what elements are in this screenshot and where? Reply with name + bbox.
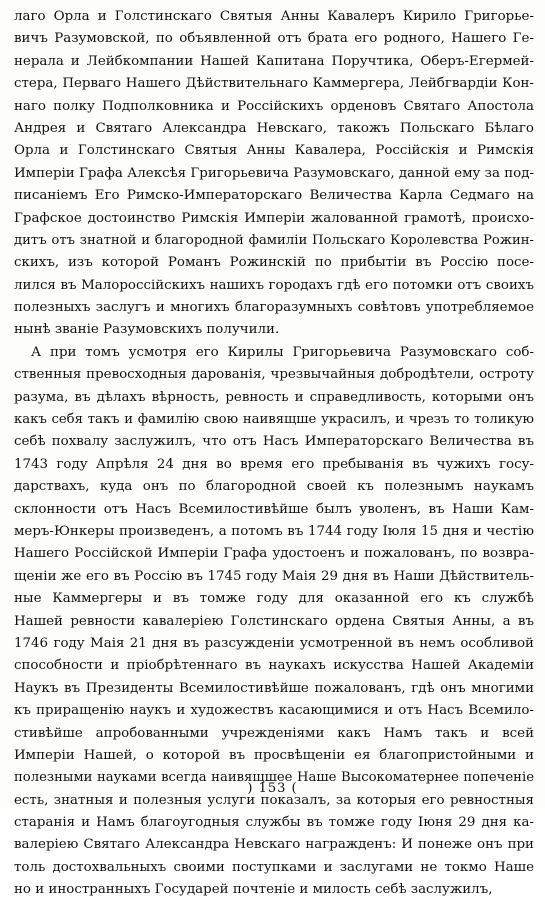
text-line: щеніи же его въ Россію въ 1745 году Маія 29 дня въ Наши Дѣйствитель- — [14, 568, 534, 584]
text-line: ственныя превосходныя дарованія, чрезвычайныя добродѣтели, остроту — [14, 367, 534, 383]
paragraph — [14, 342, 534, 902]
text-line: А при томъ усмотря его Кирилы Григорьевича Разумовскаго соб- — [31, 344, 534, 360]
text-line: дарствахъ, куда онъ по благородной своей къ полезнымъ наукамъ — [14, 479, 534, 495]
text-line: толь достохвальныхъ своими поступками и заслугами не токмо Наше — [14, 859, 534, 875]
text-line: 1743 году Апрѣля 24 дня во время его пребыванія въ чужихъ госу- — [14, 456, 534, 472]
text-line: меръ-Юнкеры произведенъ, а потомъ въ 1744 году Іюля 15 дня и честію — [14, 523, 534, 539]
text-line: Андрея и Святаго Александра Невскаго, такожъ Польскаго Бѣлаго — [14, 120, 534, 136]
text-line: лаго Орла и Голстинскаго Святыя Анны Кавалеръ Кирило Григорье- — [14, 9, 534, 24]
text-line: нынѣ званіе Разумовскихъ получили. — [14, 322, 280, 338]
text-line: скихъ, изъ которой Романъ Рожинскій по прибытіи въ Россію посе- — [14, 255, 534, 271]
text-line: Нашей ревности кавалеріею Голстинскаго ордена Святыя Анны, а въ — [14, 613, 534, 629]
text-line: но и иностранныхъ Государей почтеніе и милость себѣ заслужилъ, — [14, 882, 493, 898]
text-line: лился въ Малороссійскихъ нашихъ городахъ гдѣ его потомки отъ своихъ — [14, 277, 534, 293]
text-line: къ приращенію наукъ и художествъ касающимися и отъ Насъ Всемило- — [14, 703, 534, 719]
text-line: Графское достоинство Римскія Имперіи жалованной грамотѣ, происхо- — [14, 210, 534, 226]
text-line: Орла и Голстинскаго Святыя Анны Кавалера, Россійскія и Римскія — [14, 143, 534, 159]
text-line: вичъ Разумовской, по объявленной отъ брата его родного, Нашего Ге- — [14, 31, 534, 47]
text-line: есть, знатныя и полезныя услуги показалъ, за которыя его ревностныя — [14, 792, 534, 808]
page-number: ) 153 ( — [247, 781, 298, 796]
text-line: наго полку Подполковника и Россійскихъ орденовъ Святаго Апостола — [14, 98, 534, 114]
text-line: Имперіи Графа Алексѣя Григорьевича Разумовскаго, данной ему за под- — [14, 165, 534, 181]
text-line: старанія и Намъ благоугодныя службы въ томже году Іюня 29 дня ка- — [14, 815, 534, 831]
text-line: разума, въ дѣлахъ вѣрность, ревность и справедливость, которыми онъ — [14, 389, 534, 405]
text-line: нерала и Лейбкомпании Нашей Капитана Поручтика, Оберъ-Егермей- — [14, 53, 534, 69]
text-line: какъ себя такъ и фамилію свою наивящше украсилъ, и чрезъ то толикую — [14, 412, 534, 428]
text-line: 1746 году Маія 21 дня въ разсужденіи усмотренной въ немъ особливой — [14, 635, 534, 651]
paragraph — [14, 6, 534, 342]
text-line: стера, Перваго Нашего Дѣйствительнаго Каммергера, Лейбгвардіи Кон- — [14, 76, 534, 92]
text-line: стивѣйше апробованными учрежденіями какъ Намъ такъ и всей — [14, 725, 534, 741]
text-line: Наукъ въ Президенты Всемилостивѣйше пожалованъ, гдѣ онъ многими — [14, 680, 534, 696]
text-line: склонности отъ Насъ Всемилостивѣйше былъ уволенъ, въ Наши Кам- — [14, 501, 534, 517]
text-line: ные Каммергеры и въ томже году для оказанной его къ службѣ — [14, 591, 534, 607]
text-line: способности и пріобрѣтеннаго въ наукахъ искусства Нашей Академіи — [14, 658, 534, 674]
text-line: Имперіи Нашей, о которой въ просвѣщеніи ея благопристойными и — [14, 747, 534, 763]
text-line: себѣ похвалу заслужилъ, что отъ Насъ Императорскаго Величества въ — [14, 434, 534, 450]
text-line: валеріею Святаго Александра Невскаго награжденъ: И понеже онъ при — [14, 837, 534, 853]
body-text — [14, 6, 534, 902]
text-line: Нашего Россійской Имперіи Графа удостоенъ и пожалованъ, по возвра- — [14, 546, 534, 562]
text-line: полезными науками всегда наивящшее Наше Высокоматернее попеченіе — [14, 770, 534, 786]
text-line: полезныхъ заслугъ и многихъ благоразумныхъ совѣтовъ употребляемое — [14, 300, 534, 316]
text-line: дитъ отъ знатной и благородной фамиліи Польскаго Королевства Рожин- — [14, 232, 534, 248]
text-line: писаніемъ Его Римско-Императорскаго Величества Карла Седмаго на — [14, 188, 534, 204]
